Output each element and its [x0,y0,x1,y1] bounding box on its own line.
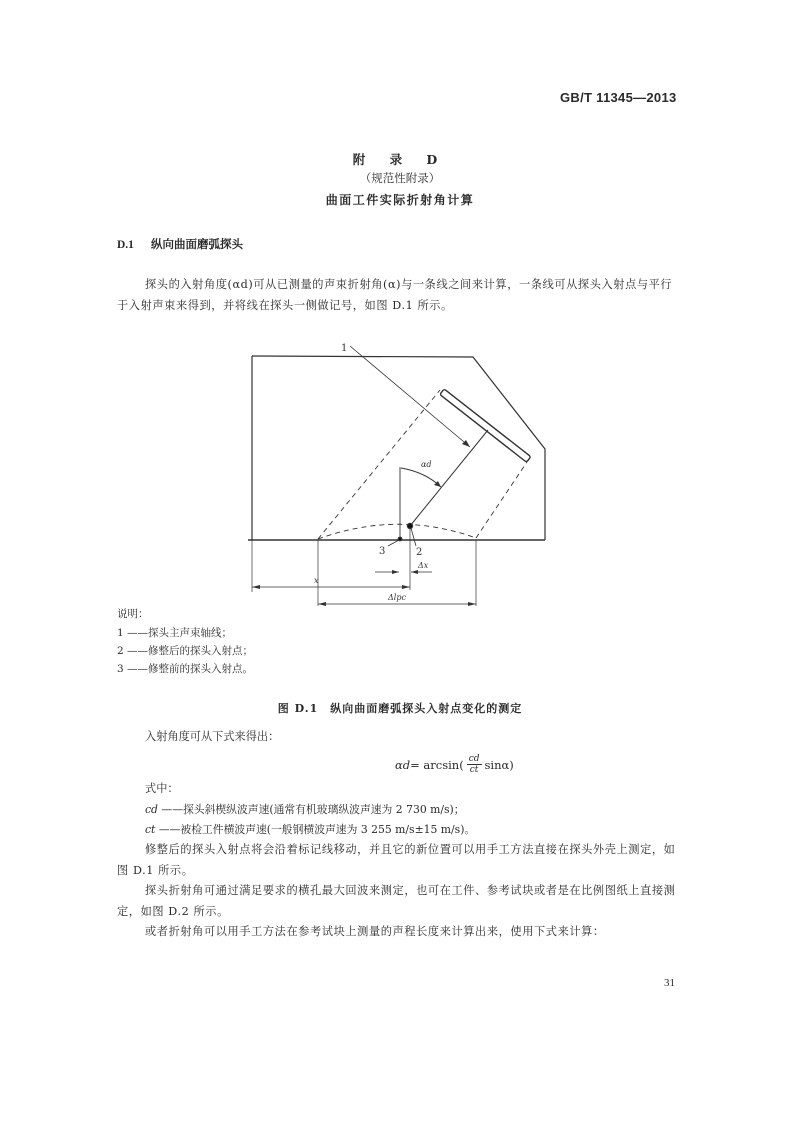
formula-denominator: ct [469,765,479,775]
formula-fraction [467,754,482,775]
definition-text: ——探头斜楔纵波声速(通常有机玻璃纵波声速为 2 730 m/s)； [161,803,465,816]
appendix-normative: （规范性附录） [359,171,441,185]
appendix-label: 附 录 D [352,152,448,167]
figure-label-x: x [314,576,319,585]
paragraph-entry-point: 修整后的探头入射点将会沿着标记线移动，并且它的新位置可以用手工方法直接在探头外壳上测定，如图 D.1 所示。 [117,843,676,877]
where-label: 式中： [145,782,179,795]
formula-intro: 入射角度可从下式来得出： [145,730,280,743]
figure-caption: 图 D.1 纵向曲面磨弧探头入射点变化的测定 [277,702,523,715]
formula-tail: sinα) [484,757,514,772]
figure-label-delta-x: Δx [418,561,429,570]
section-number: D.1 [117,239,134,251]
paragraph-intro: 探头的入射角度(αd)可从已测量的声束折射角(α)与一条线之间来计算，一条线可从探头入射点与平行于入射声束来得到，并将线在探头一侧做记号，如图 D.1 所示。 [117,278,673,312]
definition-text: ——被检工件横波声速(一般钢横波声速为 3 255 m/s±15 m/s)。 [158,823,476,836]
legend-list [117,624,253,678]
figure-label-3: 3 [379,546,386,557]
appendix-title: 曲面工件实际折射角计算 [325,193,475,207]
page-number: 31 [664,977,675,989]
paragraph-manual-calc: 或者折射角可以用手工方法在参考试块上测量的声程长度来计算出来，使用下式来计算： [145,925,605,938]
definition-symbol: ct [145,823,156,836]
paragraph-refraction-measure: 探头折射角可通过满足要求的横孔最大回波来测定，也可在工件、参考试块或者是在比例图纸上直接测定，如图 D.2 所示。 [117,884,676,918]
definitions-list [145,800,475,840]
definition-item [145,820,475,840]
legend-item-3: 3 ——修整前的探头入射点。 [117,663,254,675]
section-title: 纵向曲面磨弧探头 [151,237,243,251]
figure-label-2: 2 [416,547,423,558]
formula-eq: = arcsin( [410,757,464,772]
legend-title: 说明： [117,608,149,620]
legend-item-1: 1 ——探头主声束轴线； [117,627,233,639]
probe-body-outline [252,356,545,540]
definition-item [145,800,475,820]
formula-lhs: αd [395,757,411,772]
definition-symbol: cd [145,803,158,816]
formula-numerator: cd [468,754,480,764]
standard-number: GB/T 11345—2013 [560,90,677,105]
figure-label-delta-l: Δlpc [388,593,406,602]
formula-alpha-d [395,754,514,775]
transducer-element [440,389,531,462]
legend-item-2: 2 ——修整后的探头入射点； [117,645,254,657]
figure-label-1: 1 [341,343,348,354]
figure-label-alpha-d: αd [421,460,432,469]
